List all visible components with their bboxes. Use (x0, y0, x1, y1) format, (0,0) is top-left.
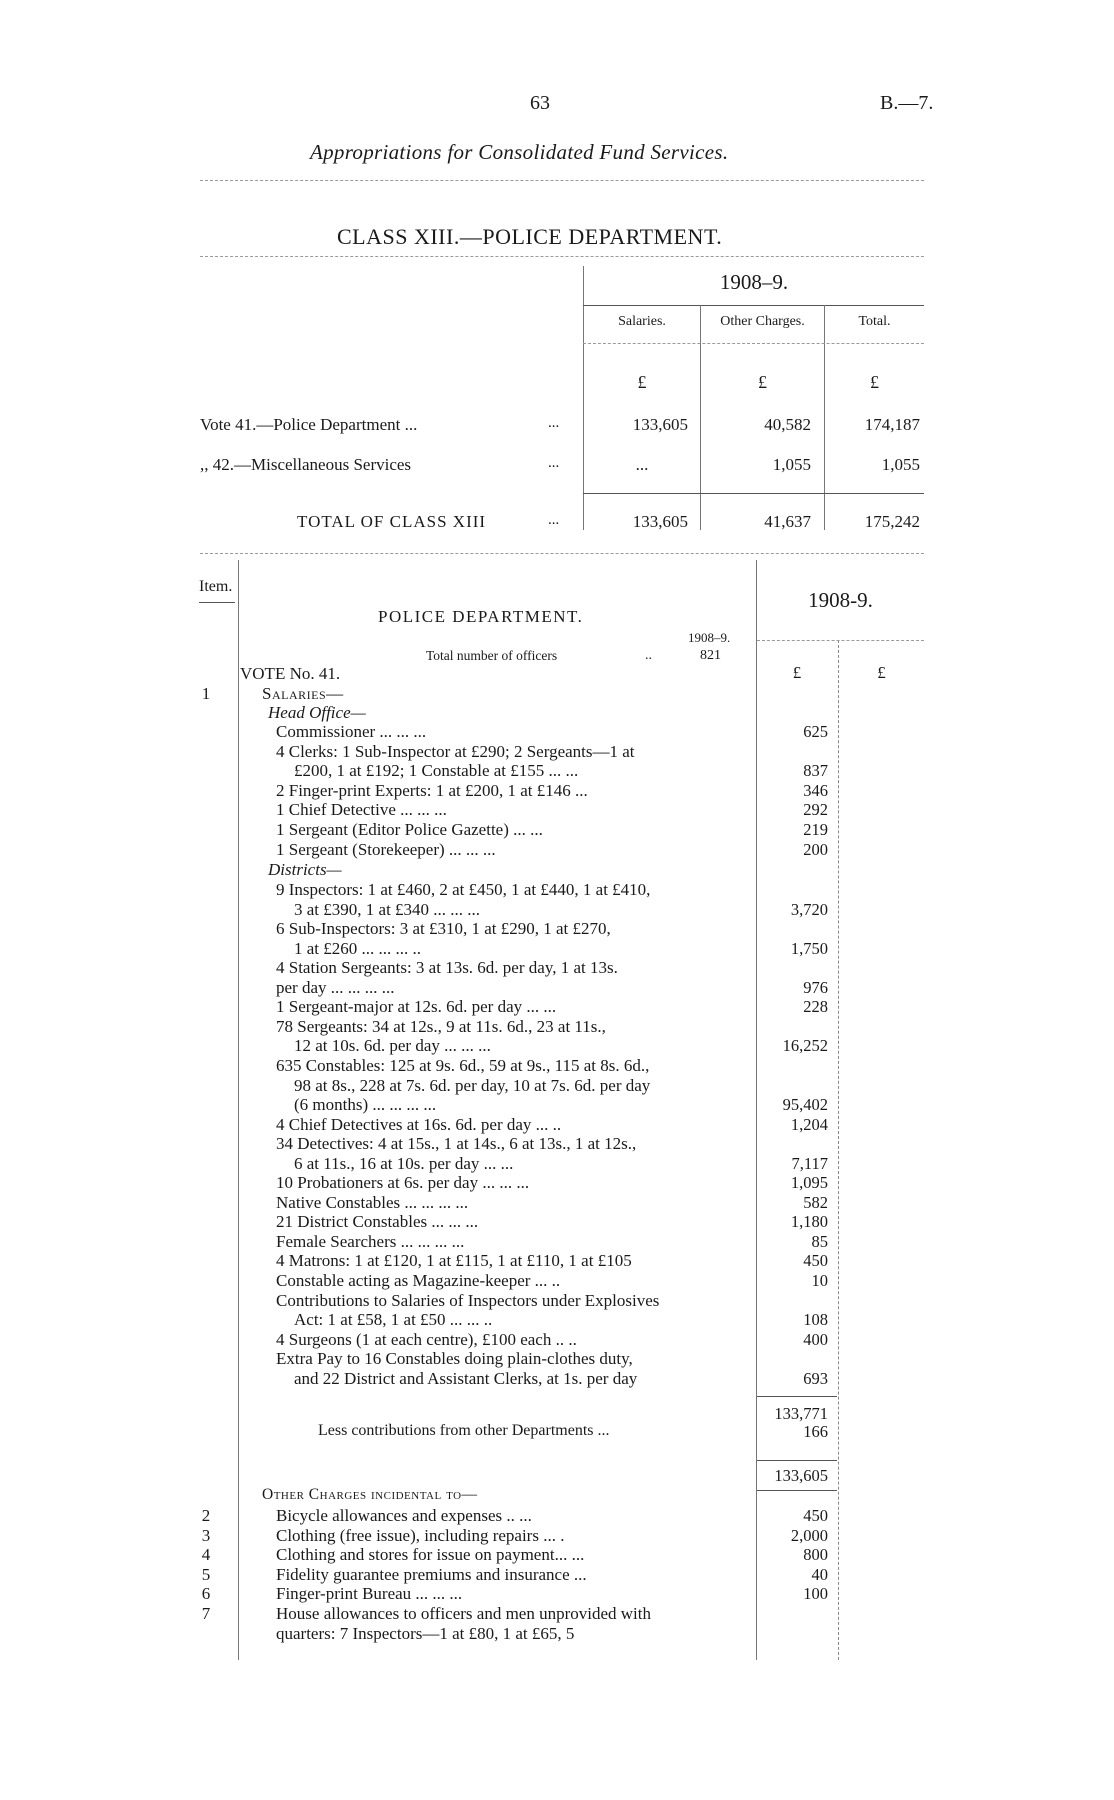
officers-year: 1908–9. (688, 630, 731, 645)
line-amount: 85 (811, 1231, 828, 1251)
item-number: 2 (201, 1506, 211, 1525)
row-total: 174,187 (864, 415, 920, 434)
line-amount: 40 (811, 1564, 828, 1584)
rule (200, 553, 924, 554)
rule (583, 493, 924, 494)
line-text: (6 months) ... ... ... ... (294, 1095, 437, 1115)
line-amount: 1,750 (790, 938, 828, 958)
line-amount: 837 (803, 761, 828, 781)
row-salaries: 133,605 (632, 415, 688, 434)
total-other: 41,637 (764, 512, 811, 531)
dept-title: POLICE DEPARTMENT. (378, 607, 584, 626)
line-amount: 693 (803, 1368, 828, 1388)
rule (757, 1396, 837, 1397)
line-text: 1 Chief Detective ... ... ... (276, 800, 447, 820)
line-text: 34 Detectives: 4 at 15s., 1 at 14s., 6 at 13s., 1 at 12s., (276, 1134, 637, 1154)
salaries-heading: Salaries— (262, 684, 344, 703)
row-salaries: ... (635, 455, 649, 474)
head-office-heading: Head Office— (268, 703, 366, 722)
line-amount: 100 (803, 1584, 828, 1604)
line-text: 10 Probationers at 6s. per day ... ... ... (276, 1173, 530, 1193)
rule (583, 305, 924, 306)
line-amount: 200 (803, 839, 828, 859)
currency-symbol: £ (792, 663, 802, 682)
line-text: 78 Sergeants: 34 at 12s., 9 at 11s. 6d., 23 at 11s., (276, 1016, 606, 1036)
page-number: 63 (530, 92, 550, 114)
districts-heading: Districts— (268, 860, 342, 879)
item-number: 3 (201, 1525, 211, 1545)
item-number: 1 (201, 684, 211, 703)
line-text: 3 at £390, 1 at £340 ... ... ... (294, 899, 481, 919)
line-text: Native Constables ... ... ... ... (276, 1192, 469, 1212)
line-amount: 582 (803, 1192, 828, 1212)
officers-dots: .. (645, 648, 652, 663)
line-text: 1 Sergeant (Storekeeper) ... ... ... (276, 839, 496, 859)
line-text: 4 Surgeons (1 at each centre), £100 each .. .. (276, 1329, 577, 1349)
row-dots: ... (548, 512, 560, 528)
row-other: 40,582 (764, 415, 811, 434)
line-amount: 10 (811, 1271, 828, 1290)
line-text: 98 at 8s., 228 at 7s. 6d. per day, 10 at 7s. 6d. per day (294, 1075, 651, 1095)
officers-label: Total number of officers (426, 648, 558, 663)
line-amount: 7,117 (791, 1153, 828, 1173)
row-label: ,, 42.—Miscellaneous Services (200, 455, 412, 474)
line-text: 1 at £260 ... ... ... .. (294, 938, 422, 958)
line-text: Extra Pay to 16 Constables doing plain-clothes duty, (276, 1349, 633, 1369)
line-amount: 2,000 (790, 1525, 828, 1545)
item-number: 5 (201, 1564, 211, 1584)
currency-symbol: £ (870, 372, 879, 392)
rule (757, 1490, 837, 1491)
col-other-header: Other Charges. (720, 314, 805, 329)
item-number: 6 (201, 1584, 211, 1604)
class-title: CLASS XIII.—POLICE DEPARTMENT. (337, 224, 723, 249)
rule (200, 180, 924, 181)
line-amount: 400 (803, 1329, 828, 1349)
row-label: Vote 41.—Police Department ... (200, 415, 418, 434)
line-amount: 292 (803, 800, 828, 820)
line-amount: 95,402 (782, 1095, 828, 1115)
line-text: Clothing (free issue), including repairs ... . (276, 1525, 565, 1545)
line-text: 6 Sub-Inspectors: 3 at £310, 1 at £290, 1 at £270, (276, 919, 611, 939)
rule (757, 640, 924, 641)
line-text: Bicycle allowances and expenses .. ... (276, 1506, 532, 1525)
less-label: Less contributions from other Departments ... (318, 1422, 610, 1439)
line-text: Fidelity guarantee premiums and insurance ... (276, 1564, 587, 1584)
line-text: 4 Chief Detectives at 16s. 6d. per day ... .. (276, 1114, 562, 1134)
line-text: 1 Sergeant (Editor Police Gazette) ... ... (276, 820, 543, 839)
net-amount: 133,605 (774, 1466, 828, 1485)
less-amount: 166 (803, 1422, 828, 1441)
line-text: and 22 District and Assistant Clerks, at 1s. per day (294, 1368, 638, 1388)
line-text: 4 Matrons: 1 at £120, 1 at £115, 1 at £110, 1 at £105 (276, 1251, 632, 1271)
line-text: 1 Sergeant-major at 12s. 6d. per day ... ... (276, 997, 557, 1017)
total-total: 175,242 (864, 512, 920, 531)
line-amount: 1,180 (790, 1212, 828, 1232)
col-salaries-header: Salaries. (618, 314, 666, 329)
item-number: 7 (201, 1604, 211, 1623)
line-text: £200, 1 at £192; 1 Constable at £155 ... ... (294, 761, 579, 781)
col-total-header: Total. (858, 314, 891, 329)
currency-symbol: £ (637, 372, 647, 392)
line-text: 2 Finger-print Experts: 1 at £200, 1 at £146 ... (276, 780, 588, 800)
line-amount: 108 (803, 1310, 828, 1330)
currency-symbol: £ (758, 372, 767, 392)
row-dots: ... (548, 415, 560, 431)
other-charges-heading: Other Charges incidental to— (262, 1486, 478, 1503)
row-dots: ... (548, 455, 560, 471)
line-text: House allowances to officers and men unprovided with (276, 1604, 652, 1623)
line-text: 12 at 10s. 6d. per day ... ... ... (294, 1036, 491, 1056)
total-label: TOTAL OF CLASS XIII (297, 512, 487, 531)
item-header: Item. (199, 578, 233, 595)
line-text: Commissioner ... ... ... (276, 722, 427, 741)
total-salaries: 133,605 (632, 512, 688, 531)
line-amount: 450 (803, 1506, 828, 1525)
line-amount: 976 (803, 977, 828, 997)
row-total: 1,055 (881, 455, 920, 474)
rule (200, 256, 924, 257)
summary-year: 1908–9. (719, 270, 789, 294)
line-text: 21 District Constables ... ... ... (276, 1212, 479, 1232)
rule (199, 602, 235, 603)
rule (583, 343, 924, 344)
row-other: 1,055 (772, 455, 811, 474)
line-text: quarters: 7 Inspectors—1 at £80, 1 at £65, 5 (276, 1623, 575, 1643)
line-amount: 450 (803, 1251, 828, 1271)
page-reference: B.—7. (880, 92, 934, 114)
item-number: 4 (201, 1545, 211, 1565)
subtotal-amount: 133,771 (774, 1404, 828, 1423)
vote-heading: VOTE No. 41. (240, 664, 341, 683)
line-amount: 228 (803, 997, 828, 1017)
line-amount: 219 (803, 820, 828, 839)
line-text: Act: 1 at £58, 1 at £50 ... ... .. (294, 1310, 493, 1330)
line-amount: 800 (803, 1545, 828, 1565)
col-divider (238, 560, 239, 1660)
line-amount: 346 (803, 780, 828, 800)
col-divider (838, 640, 839, 1660)
line-text: 635 Constables: 125 at 9s. 6d., 59 at 9s., 115 at 8s. 6d., (276, 1055, 650, 1075)
line-amount: 1,204 (790, 1114, 828, 1134)
line-amount: 1,095 (790, 1173, 828, 1193)
line-text: 4 Clerks: 1 Sub-Inspector at £290; 2 Sergeants—1 at (276, 741, 635, 761)
line-amount: 16,252 (782, 1036, 828, 1056)
line-text: Clothing and stores for issue on payment... ... (276, 1545, 585, 1565)
rule (757, 1460, 837, 1461)
line-amount: 625 (803, 722, 828, 741)
line-amount: 3,720 (790, 899, 828, 919)
officers-count: 821 (700, 648, 721, 663)
detail-year: 1908-9. (808, 588, 873, 612)
line-text: 6 at 11s., 16 at 10s. per day ... ... (294, 1153, 514, 1173)
line-text: Finger-print Bureau ... ... ... (276, 1584, 463, 1604)
line-text: 4 Station Sergeants: 3 at 13s. 6d. per day, 1 at 13s. (276, 958, 618, 978)
line-text: Female Searchers ... ... ... ... (276, 1231, 465, 1251)
page-title: Appropriations for Consolidated Fund Services. (310, 140, 729, 164)
currency-symbol: £ (877, 663, 886, 682)
line-text: Contributions to Salaries of Inspectors under Explosives (276, 1290, 660, 1310)
line-text: per day ... ... ... ... (276, 977, 395, 997)
line-text: 9 Inspectors: 1 at £460, 2 at £450, 1 at £440, 1 at £410, (276, 880, 651, 899)
line-text: Constable acting as Magazine-keeper ... .. (276, 1271, 561, 1290)
